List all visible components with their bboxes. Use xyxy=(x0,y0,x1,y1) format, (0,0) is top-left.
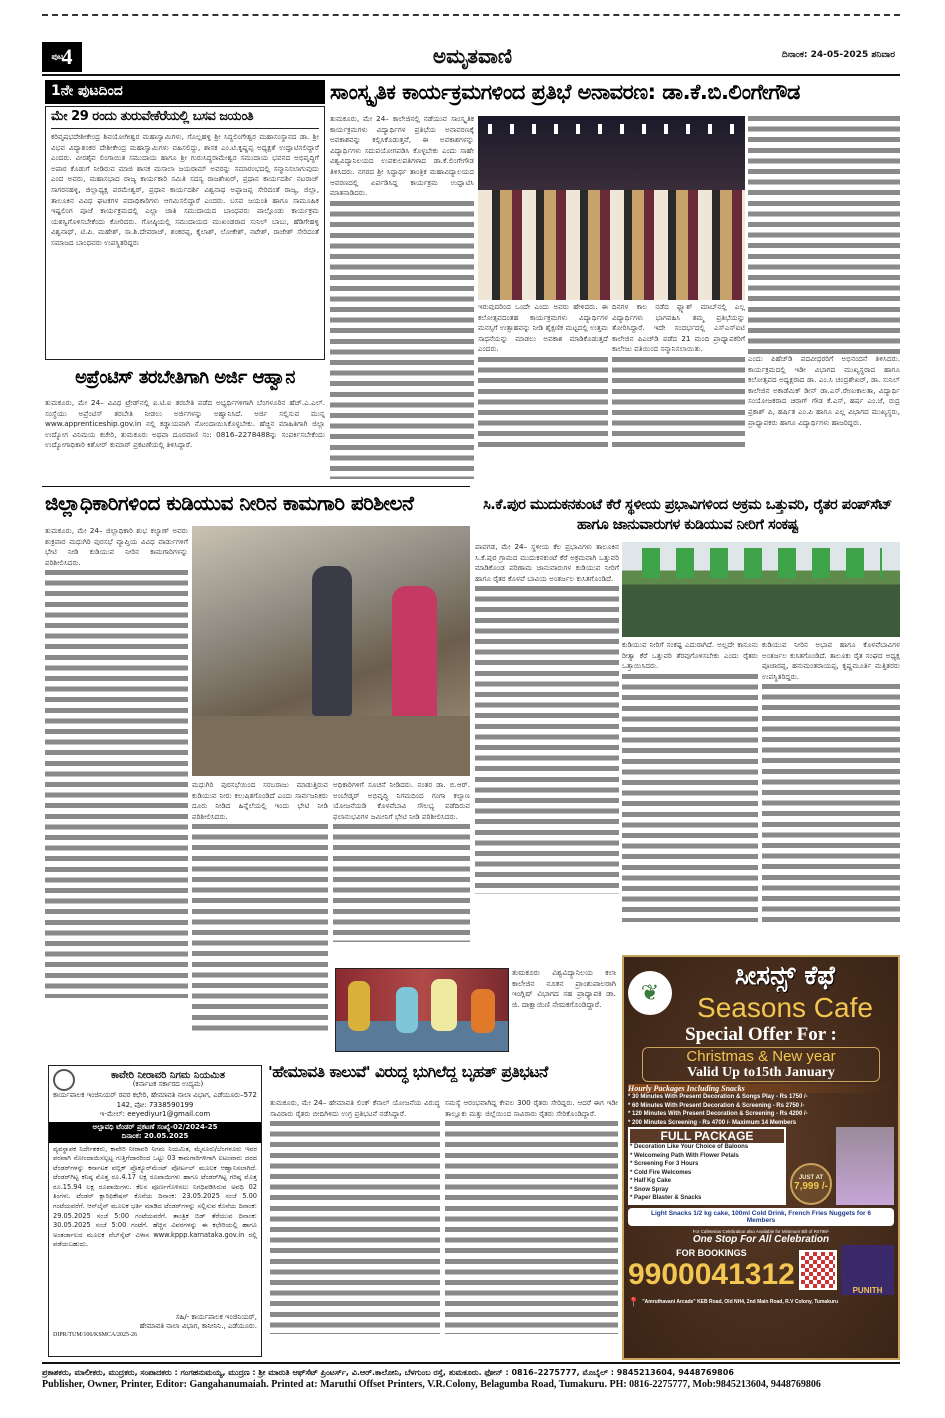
tender-email: ಇ-ಮೇಲ್: eeyediyur1@gmail.com xyxy=(99,1110,211,1118)
price-badge: JUST AT 7,999 /- xyxy=(790,1163,832,1205)
culture-col-1: ತುಮಕೂರು, ಮೇ 24– ಕಾಲೇಜಿನಲ್ಲಿ ನಡೆಯುವ ಸಾಂಸ್ಕೃತಿಕ ಕಾರ್ಯಕ್ರಮಗಳು ವಿದ್ಯಾರ್ಥಿಗಳ ಪ್ರತಿಭೆಯ ಅನಾವರಣಕ್ಕೆ ಅವಕಾಶವನ್ನು ಕಲ್ಪಿಸಿಕೊಡುತ್ತವೆ, ಈ ಅವಕಾಶಗಳನ್ನು ವಿದ್ಯಾರ್ಥಿಗಳು ಸದುಪಯೋಗಪಡಿಸಿ ಕೊಳ್ಳಬೇಕು ಎಂದು ಸಾಹೇ ವಿಶ್ವವಿದ್ಯಾನಿಲಯದ ಉಪಕುಲಪತಿಗಳಾದ ಡಾ.ಕೆ.ಲಿಂಗೇಗೌಡ ತಿಳಿಸಿದರು. ನಗರದ ಶ್ರೀ ಸಿದ್ಧಾರ್ಥ ತಾಂತ್ರಿಕ ಮಹಾವಿದ್ಯಾಲಯದ ಆವರಣದಲ್ಲಿ ಏರ್ಪಡಿಸಿದ್ದ ಕಾರ್ಯಕ್ರಮ ಉದ್ಘಾಟಿಸಿ ಮಾತನಾಡಿದರು. xyxy=(330,114,474,509)
photo-figure xyxy=(392,586,437,726)
farmers-protest-photo xyxy=(622,542,900,637)
encroach-headline: ಸಿ.ಕೆ.ಪುರ ಮುದುಕನಕುಂಟೆ ಕೆರೆ ಸ್ಥಳೀಯ ಪ್ರಭಾವಿಗಳಿಂದ ಅಕ್ರಮ ಒತ್ತುವರಿ, ರೈತರ ಪಂಪ್‌ಸೆಟ್ ಹಾಗೂ ಜಾನುವಾರುಗಳ ಕುಡಿಯುವ ನೀರಿಗೆ ಸಂಕಷ್ಟ xyxy=(483,497,892,533)
tree-logo-icon: ❦ xyxy=(628,971,672,1015)
package-item: * Half Kg Cake xyxy=(630,1178,672,1184)
package-item: * Screening For 3 Hours xyxy=(630,1161,699,1167)
page-number-box: ಪುಟ 4 xyxy=(42,42,82,72)
basava-body: ಕರಿವೃಷಭದೇಶೀಕೇಂದ್ರ ಶಿವಯೋಗೀಶ್ವರ ಮಹಾಸ್ವಾಮಿಗಳು, ಗೊಲ್ಲಹಳ್ಳಿ ಶ್ರೀ ಸಿದ್ಧಲಿಂಗೇಶ್ವರ ಮಹಾಸಂಸ್ಥಾನದ ಡಾ. ಶ್ರೀ ವಿಭವ ವಿದ್ಯಾಶಂಕರ ದೇಶೀಕೇಂದ್ರ ಮಹಾಸ್ವಾಮಿಗಳು ವಹಿಸಲಿದ್ದು, ಶಾಸಕ ಎಂ.ಟಿ.ಕೃಷ್ಣಪ್ಪ ಅಧ್ಯಕ್ಷತೆ ಉದ್ಘಾಟಿಸಲಿದ್ದಾರೆ ಎಂದರು. ವೀರಶೈವ ಲಿಂಗಾಯಿತ ಸಮುದಾಯ ಹಾಗೂ ಶ್ರೀ ಗುರುಸಿದ್ಧರಾಮೇಶ್ವರ ಸಮುದಾಯ ಭವನದ ಅಭಿವೃದ್ಧಿಗೆ ಅಪಾರ ಕೊಡುಗೆ ನೀಡಿರುವ ಮಾಜಿ ಶಾಸಕ ಮಸಾಲಾ ಜಯರಾಮ್ ಅವರನ್ನು ಸಮಾರಂಭದಲ್ಲಿ ಸನ್ಮಾನಿಸಲಾಗುವುದು ಎಂದ ಅವರು, ಮಹಾಸಭಾದ ರಾಜ್ಯ ಕಾರ್ಯಕಾರಿ ಸಮಿತಿ ಸದಸ್ಯ ರಾಜಶೇಖರ್, ಪ್ರಧಾನ ಕಾರ್ಯದರ್ಶಿ ನಟರಾಜ್ ಸಾಗರನಹಳ್ಳಿ, ಜಿಲ್ಲಾಧ್ಯಕ್ಷ ಪರಮೇಶ್ವರ್, ಪ್ರಧಾನ ಕಾರ್ಯದರ್ಶಿ ವಿಶ್ವನಾಥ ಅಪ್ಪಾಜಪ್ಪ ಸೇರಿದಂತೆ ರಾಜ್ಯ, ಜಿಲ್ಲಾ, ತಾಲೂಕಿನ ವಿವಿಧ ಘಟಕಗಳ ಪದಾಧಿಕಾರಿಗಳು ಆಗಮಿಸಲಿದ್ದಾರೆ ಎಂದರು. ಬಸವ ಜಯಂತಿ ಹಾಗೂ ಸಾಮೂಹಿಕ ಇಷ್ಟಲಿಂಗ ಪೂಜೆ ಕಾರ್ಯಕ್ರಮದಲ್ಲಿ ಎಲ್ಲಾ ಜಾತಿ ಸಮುದಾಯದ ಬಾಂಧವರು ಪಾಲ್ಗೊಂಡು ಕಾರ್ಯಕ್ರಮ ಯಶಸ್ವಿಗೊಳಿಸಬೇಕೆಂದು ಕೋರಿದರು. ಗೋಷ್ಠಿಯಲ್ಲಿ ಸಮುದಾಯದ ಮುಖಂಡರಾದ ಸುನಿಲ್ ಬಾಬು, ಹೆಡಿಗೇಹಳ್ಳಿ ವಿಶ್ವನಾಥ್, ಟಿ.ಪಿ. ಮಹೇಶ್, ಸಾ.ಶಿ.ದೇವರಾಜ್, ಶಂಕರಪ್ಪ, ಕೈಲಾಶ್, ಲೋಕೇಶ್, ನಟೇಶ್, ರಾಜೇಶ್ ಸೇರಿದಂತೆ ಸಮಾಜದ ಬಾಂಧವರು ಉಪಸ್ಥಿತರಿದ್ದರು xyxy=(51,131,319,247)
apprentice-headline: ಅಪ್ರೆಂಟಿಸ್ ತರಬೇತಿಗಾಗಿ ಅರ್ಜಿ ಆಹ್ವಾನ xyxy=(75,367,295,388)
top-dashed-rule xyxy=(42,14,900,16)
qr-code xyxy=(799,1250,837,1290)
tender-notice: ಕಾವೇರಿ ನೀರಾವರಿ ನಿಗಮ ನಿಯಮಿತ (ಕರ್ನಾಟಕ ಸರ್ಕಾರದ ಉದ್ಯಮ) ಕಾರ್ಯಪಾಲಕ ಇಂಜಿನಿಯರ್ ರವರ ಕಛೇರಿ, ಹೇಮಾವತಿ ನಾಲಾ ವಿಭಾಗ, ಎಡೆಯೂರು–572 142, ಪೋ: 7338590199 ಇ-ಮೇಲ್: eeyediyur1@gmail.com ಅಲ್ಪಾವಧಿ ಟೆಂಡರ್ ಪ್ರಕಟಣೆ ಸಂಖ್ಯೆ-02/2024-25 ದಿನಾಂಕ: 20.05.2025 ವ್ಯವಸ್ಥಾಪಕ ನಿರ್ದೇಶಕರು, ಕಾವೇರಿ ನೀರಾವರಿ ನಿಗಮ ನಿಯಮಿತ, ಮೈಸೂರು/ಬೆಂಗಳೂರು ಇವರ ಪರವಾಗಿ ನೋಂದಾಯಿಸಲ್ಪಟ್ಟ ಗುತ್ತಿಗೆದಾರರಿಂದ ಒಟ್ಟು 03 ಕಾಮಗಾರಿಗಳಿಗಾಗಿ ಐಟಂವಾರು ದರದ ಟೆಂಡರ್‌ಗಳನ್ನು ಕರ್ನಾಟಕ ಪಬ್ಲಿಕ್ ಪ್ರೊಕ್ಯೂರ್‌ಮೆಂಟ್ ಪೋರ್ಟಲ್ ಮೂಲಕ ಆಹ್ವಾನಿಸಲಾಗಿದೆ. ಟೆಂಡರ್‌ಗಿಟ್ಟ ಕನಿಷ್ಠ ಮೊತ್ತ ರೂ.4.17 ಲಕ್ಷ ರೂಪಾಯಿಗಳು ಹಾಗೂ ಟೆಂಡರ್‌ಗಿಟ್ಟ ಗರಿಷ್ಠ ಮೊತ್ತ ರೂ.15.94 ಲಕ್ಷ ರೂಪಾಯಿಗಳು. ಕೆಲಸ ಪೂರ್ಣಗೊಳಿಸಲು ನಿಗಧಿಪಡಿಸಿರುವ ಅವಧಿ 02 ತಿಂಗಳು. ಟೆಂಡರ್ ಕ್ಲಾರಿಫಿಕೇಷನ್ ಕೊನೆಯ ದಿನಾಂಕ: 23.05.2025 ಸಂಜೆ 5.00 ಗಂಟೆಯವರೆಗೆ. ಆನ್‌ಲೈನ್ ಮೂಲಕ ಭರ್ತಿ ಮಾಡಿದ ಟೆಂಡರ್‌ಗಳನ್ನು ಸಲ್ಲಿಸುವ ಕೊನೆಯ ದಿನಾಂಕ: 29.05.2025 ಸಂಜೆ 5:00 ಗಂಟೆಯವರೆಗೆ. ತಾಂತ್ರಿಕ ಬಿಡ್ ತೆರೆಯುವ ದಿನಾಂಕ: 30.05.2025 ಸಂಜೆ 5:00 ಗಂಟೆಗೆ. ಹೆಚ್ಚಿನ ವಿವರಗಳನ್ನು ಈ ಕಛೇರಿಯಲ್ಲಿ ಹಾಗೂ ಅಂತರ್ಜಾಲದ ಮೂಲಕ ವೆಬ್‌ಸೈಟ್ ವಿಳಾಸ www.kppp.karnataka.gov.in ರಲ್ಲಿ ಪಡೆಯಬಹುದು. ಸಹಿ/- ಕಾರ್ಯಪಾಲಕ ಇಂಜಿನಿಯರ್, ಹೇಮಾವತಿ ನಾಲಾ ವಿಭಾಗ, ಕಾನೀನಿನಿ., ಎಡೆಯೂರು. DIPR/TUM/106/KSMCA/2025-26 xyxy=(48,1065,262,1357)
kaveri-emblem-icon xyxy=(53,1069,75,1091)
footer-rule xyxy=(42,1362,900,1364)
encroach-col-3: ಕುಡಿಯುವ ನೀರಿನ ಅಭಾವ ಹಾಗೂ ಕೊಳವೆಬಾವಿಗಳ ಅಂತರ್ಜಲ ಕುಸಿತಗೊಂಡಿದೆ. ತಾಲೂಕು ರೈತ ಸಂಘದ ಅಧ್ಯಕ್ಷ ಪೂಜಾರಪ್ಪ, ಹನುಮಂತರಾಯಪ್ಪ, ಕೃಷ್ಣಮೂರ್ತಿ ಮತ್ತಿತರರು ಉಪಸ್ಥಿತರಿದ್ದರು. xyxy=(762,640,900,950)
package-item: * 200 Minutes Screening - Rs 4700 /- Maximum 14 Members xyxy=(628,1119,797,1126)
water-inspection-photo xyxy=(192,526,470,776)
culture-col-4: ಎಂದು ಪಿಹೆಚ್‌ಡಿ ಪದವೀಧರರಿಗೆ ಅಭಿನಂದನೆ ತಿಳಿಸಿದರು. ಕಾರ್ಯಕ್ರಮದಲ್ಲಿ ಇಡೀ ವಿಭಾಗದ ಮುಖ್ಯಸ್ಥರಾದ ಹಾಗೂ ಕಲೋತ್ಸವದ ಅಧ್ಯಕ್ಷರಾದ ಡಾ. ಎಂ.ಸಿ ಚಂದ್ರಶೇಖರ್, ಡಾ. ಸುನಿಲ್ ಕಾಲೇಜಿನ ಅಕಾಡೆಮಿಕ್ ಡೀನ್ ಡಾ.ಎಸ್.ರೇಣುಕಾಲತಾ, ವಿದ್ಯಾರ್ಥಿ ಸಂಯೋಜಕರಾದ ಚಿರಾಗ್ ಗೌಡ ಕೆ.ಎಸ್, ಹರ್ಷ ಎಂ.ಜೆ, ರುದ್ರ ಪ್ರಕಾಶ್ ಪಿ, ಹರ್ಷಿತ ಎಂ.ಪಿ ಹಾಗೂ ಎಲ್ಲ ವಿಭಾಗದ ಮುಖ್ಯಸ್ಥರು, ಪ್ರಾಧ್ಯಾಪಕರು ಹಾಗೂ ವಿದ್ಯಾರ್ಥಿಗಳು ಹಾಜರಿದ್ದರು. xyxy=(748,114,900,484)
package-item: * 30 Minutes With Present Decoration & Songs Play - Rs 1750 /- xyxy=(628,1094,808,1100)
ad-name: Seasons Cafe xyxy=(697,992,873,1023)
apprentice-body: ತುಮಕೂರು, ಮೇ 24– ವಿವಿಧ ಟ್ರೇಡ್‌ನಲ್ಲಿ ಐ.ಟಿ.ಐ ತರಬೇತಿ ಪಡೆದ ಅಭ್ಯರ್ಥಿಗಳಿಗಾಗಿ ಬೆಂಗಳೂರಿನ ಹೆಚ್.ಎ.ಎಲ್. ಸಂಸ್ಥೆಯು ಅಪ್ರೆಂಟಿಸ್ ತರಬೇತಿ ನೀಡಲು ಅರ್ಜಿಗಳನ್ನು ಅಹ್ವಾನಿಸಿದೆ. ಅರ್ಜಿ ಸಲ್ಲಿಸುವ ಮುನ್ನ www.apprenticeship.gov.in ನಲ್ಲಿ ಕಡ್ಡಾಯವಾಗಿ ನೋಂದಾಯಿಸಿಕೊಳ್ಳಬೇಕು. ಹೆಚ್ಚಿನ ಮಾಹಿತಿಗಾಗಿ ಜಿಲ್ಲಾ ಉದ್ಯೋಗ ವಿನಿಮಯ ಕಚೇರಿ, ತುಮಕೂರು ಅಥವಾ ದೂರವಾಣಿ ಸಂ: 0816–2278488ನ್ನು ಸಂಪರ್ಕಿಸಬೇಕೆಂದು ಉದ್ಯೋಗಾಧಿಕಾರಿ ಕಿಶೋರ್ ಕುಮಾರ್ ಪ್ರಕಟಣೆಯಲ್ಲಿ ತಿಳಿಸಿದ್ದಾರೆ. xyxy=(45,398,325,450)
continued-banner: 1ನೇ ಪುಟದಿಂದ xyxy=(45,80,325,104)
package-list xyxy=(628,1093,894,1127)
encroach-col-2: ಕುಡಿಯುವ ನೀರಿಗೆ ಸಂಕಷ್ಟ ಎದುರಾಗಿದೆ. ಅಲ್ಲದೇ ಕಾನೂನು ರೀತ್ಯಾ ಕೆರೆ ಒತ್ತುವರಿ ತೆರವುಗೊಳಿಸಬೇಕು ಎಂದು ರೈತರು ಒತ್ತಾಯಿಸಿದರು. xyxy=(622,640,758,950)
package-item: * Decoration Like Your Choice of Baloons xyxy=(630,1144,749,1150)
culture-col-3: ದಿನಗಳ ಕಾಲ ನಡೆದ ಫ್ಲ್ಯಾಶ್ ಮಾಬ್‌ನಲ್ಲಿ ಎಲ್ಲ ವಿದ್ಯಾರ್ಥಿಗಳು ಭಾಗವಹಿಸಿ ತಮ್ಮ ಪ್ರತಿಭೆಯನ್ನು ತೋರಿಸಿದ್ದಾರೆ. ಇದೇ ಸಂದರ್ಭದಲ್ಲಿ ಎಸ್‌ಎಸ್‌ಐಟಿ ಕಾಲೇಜಿನ ಪಿಎಚ್‌ಡಿ ಪಡೆದ 21 ಮಂದಿ ಪ್ರಾಧ್ಯಾಪಕರಿಗೆ ಕಾಲೇಜು ವತಿಯಿಂದ ಸನ್ಮಾನಿಸಲಾಯಿತು. xyxy=(612,302,745,482)
water-col-1: ತುಮಕೂರು, ಮೇ 24– ಜಿಲ್ಲಾಧಿಕಾರಿ ಶುಭ ಕಲ್ಯಾಣ್ ಅವರು ಶುಕ್ರವಾರ ಮಧುಗಿರಿ ಪುರಸಭೆ ವ್ಯಾಪ್ತಿಯ ವಿವಿಧ ವಾರ್ಡುಗಳಿಗೆ ಭೇಟಿ ನೀಡಿ ಕುಡಿಯುವ ನೀರಿನ ಕಾಮಗಾರಿಗಳನ್ನು ಪರಿಶೀಲಿಸಿದರು. xyxy=(45,526,188,1041)
photo-trench xyxy=(192,716,470,776)
seasons-cafe-ad: ❦ ಸೀಸನ್ಸ್ ಕೆಫೆ Seasons Cafe Special Offer For : Christmas & New year Valid Up to15th January Hourly Packages Including Snacks * 30 Minutes With Present Decoration & Songs Play - Rs 1750 /- * 60 Minutes With Present Decoration & Screening - Rs 2750 /- * 120 Minutes With Present Decoration & Screening - Rs 4200 /- * 200 Minutes Screening - Rs 4700 /- Maximum 14 Members FULL PACKAGE * Decoration Like Your Choice of Baloons * Welcomeing Path With Flower Petals * Screening For 3 Hours * Cold Fire Welcomes * Half Kg Cake * Snow Spray * Paper Blaster & Snacks JUST AT 7,999 /- Light Snacks 1/2 kg cake, 100ml Cold Drink, French Fries Nuggets for 6 Members For Cafeterias Celebration also Available for Minimum Bill of Rs799/- One Stop For All Celebration FOR BOOKINGS 9900041312 PUNITH 📍 "Amruthavani Arcade" KEB Road, Old NH4, 2nd Main Road, R.V Colony, Tumakuru xyxy=(622,955,900,1360)
water-headline: ಜಿಲ್ಲಾಧಿಕಾರಿಗಳಿಂದ ಕುಡಿಯುವ ನೀರಿನ ಕಾಮಗಾರಿ ಪರಿಶೀಲನೆ xyxy=(45,491,414,515)
ad-name-kannada: ಸೀಸನ್ಸ್ ಕೆಫೆ xyxy=(735,961,835,991)
issue-date: ದಿನಾಂಕ: 24-05-2025 ಶನಿವಾರ xyxy=(781,50,895,60)
booking-phone: 9900041312 xyxy=(628,1257,795,1291)
cultural-event-photo xyxy=(478,116,745,300)
package-item: * 120 Minutes With Present Decoration & Screening - Rs 4200 /- xyxy=(628,1111,808,1117)
principal-appointment-photo xyxy=(335,968,509,1052)
photo-group xyxy=(478,190,745,300)
stage-lights xyxy=(488,124,738,134)
basava-article xyxy=(45,106,325,360)
water-col-3: ಅಧಿಕಾರಿಗಳಿಗೆ ಸೂಚನೆ ನೀಡಿದರು. ನಂತರ ಡಾ. ಬಿ.ಆರ್. ಅಂಬೇಡ್ಕರ್ ಅಭಿವೃದ್ಧಿ ನಿಗಮದಿಂದ ಗಂಗಾ ಕಲ್ಯಾಣ ಯೋಜನೆಯಡಿ ಕೊಳವೆಬಾವಿ ಸೌಲಭ್ಯ ಪಡೆದಿರುವ ಫಲಾನುಭವಿಗಳ ಜಮೀನಿಗೆ ಭೇಟಿ ನೀಡಿ ಪರಿಶೀಲಿಸಿದರು. xyxy=(333,780,470,960)
green-flags xyxy=(642,548,882,578)
package-item: * Cold Fire Welcomes xyxy=(630,1169,692,1176)
imprint-footer: ಪ್ರಕಾಶಕರು, ಮಾಲೀಕರು, ಮುದ್ರಕರು, ಸಂಪಾದಕರು : ಗಂಗಹನುಮಯ್ಯ, ಮುದ್ರಣ : ಶ್ರೀ ಮಾರುತಿ ಆಫ್‌ಸೆಟ್ ಪ್ರಿಂಟರ್ಸ್, ವಿ.ಆರ್.ಕಾಲೋನಿ, ಬೆಳಗುಂಬ ರಸ್ತೆ, ತುಮಕೂರು. ಫೋನ್ : 0816–2275777, ಮೊಬೈಲ್ : 9845213604, 9448769806 Publisher, Owner, Printer, Editor: Gangahanumaiah. Printed at: Maruthi Offset Printers, V.R.Colony, Belagumba Road, Tumakuru. PH: 0816-2275777, Mob:9845213604, 9448769806 xyxy=(42,1368,821,1390)
package-item: * Welcomeing Path With Flower Petals xyxy=(630,1152,739,1159)
masthead: ಅಮೃತವಾಣಿ xyxy=(432,44,513,68)
tender-org: ಕಾವೇರಿ ನೀರಾವರಿ ನಿಗಮ ನಿಯಮಿತ xyxy=(110,1069,226,1081)
dipr-code: DIPR/TUM/106/KSMCA/2025-26 xyxy=(53,1331,138,1338)
package-item: * Paper Blaster & Snacks xyxy=(630,1195,702,1201)
basava-headline: ಮೇ 29 ರಂದು ತುರುವೇಕೆರೆಯಲ್ಲಿ ಬಸವ ಜಯಂತಿ xyxy=(51,110,319,129)
culture-col-2: ಇರುವುದರಿಂದ ಒಂದೇ ಎಂದು ಅವರು ಹೇಳಿದರು. ಈ ಕಲೋತ್ಸವದಂತಹ ಕಾರ್ಯಕ್ರಮಗಳು ವಿದ್ಯಾರ್ಥಿಗಳ ಮನಸ್ಸಿಗೆ ಉತ್ಸಾಹವನ್ನು ನೀಡಿ ಶೈಕ್ಷಣಿಕ ಮಟ್ಟದಲ್ಲಿ ಉತ್ತಮ ಸಾಧನೆಯನ್ನು ಮಾಡಲು ಅವಕಾಶ ಮಾಡಿಕೊಡುತ್ತದೆ ಎಂದರು. xyxy=(478,302,608,482)
decor-photo xyxy=(836,1127,894,1205)
package-item: * Snow Spray xyxy=(630,1186,669,1193)
full-package-list xyxy=(630,1143,784,1203)
page-number: 4 xyxy=(61,44,73,69)
principal-caption: ತುಮಕೂರು ವಿಶ್ವವಿದ್ಯಾನಿಲಯ ಕಲಾ ಕಾಲೇಜಿನ ನೂತನ ಪ್ರಾಂಶುಪಾಲರಾಗಿ ಇಂಗ್ಲಿಷ್ ವಿಭಾಗದ ಸಹ ಪ್ರಾಧ್ಯಾಪಕಿ ಡಾ. ಜಿ. ದಾಕ್ಷಾಯಿಣಿ ನೇಮಕಗೊಂಡಿದ್ದಾರೆ. xyxy=(512,968,616,1009)
culture-headline: ಸಾಂಸ್ಕೃತಿಕ ಕಾರ್ಯಕ್ರಮಗಳಿಂದ ಪ್ರತಿಭೆ ಅನಾವರಣ: ಡಾ.ಕೆ.ಬಿ.ಲಿಂಗೇಗೌಡ xyxy=(330,80,800,104)
water-col-2: ಮಧುಗಿರಿ ಪುರಸಭೆಯಿಂದ ಸರಬರಾಜು ಮಾಡುತ್ತಿರುವ ಕುಡಿಯುವ ನೀರು ಕಲುಷಿತಗೊಂಡಿದೆ ಎಂದು ಸಾರ್ವಜನಿಕರು ದೂರು ನೀಡಿದ ಹಿನ್ನೆಲೆಯಲ್ಲಿ ಇಂದು ಭೇಟಿ ನೀಡಿ ಪರಿಶೀಲಿಸಿದರು. xyxy=(192,780,328,1042)
photo-figure xyxy=(312,566,352,716)
location-pin-icon: 📍 xyxy=(628,1296,640,1307)
package-item: * 60 Minutes With Present Decoration & Screening - Rs 2750 /- xyxy=(628,1102,805,1109)
hemavathi-col-2: ಸಮಸ್ಯೆ ಆರಂಭವಾಗಿದ್ದ ಕೇವಲ 300 ರೈತರು ಸೇರಿದ್ದರು. ಆದರೆ ಈಗ ಇಡೀ ತಾಲ್ಲೂಕು ಮತ್ತು ಜಿಲ್ಲೆಯಿಂದ ಸಾವಿರಾರು ರೈತರು ಸೇರಿಕೊಂಡಿದ್ದಾರೆ. xyxy=(445,1098,618,1356)
decor-photo: PUNITH xyxy=(841,1245,894,1295)
hemavathi-headline: 'ಹೇಮಾವತಿ ಕಾಲುವೆ' ವಿರುದ್ಧ ಭುಗಿಲೆದ್ದ ಬೃಹತ್ ಪ್ರತಿಭಟನೆ xyxy=(268,1063,548,1081)
encroach-col-1: ಪಾವಗಡ, ಮೇ 24– ಸ್ಥಳೀಯ ಕೆಲ ಪ್ರಭಾವಿಗಳು ತಾಲೂಕಿನ ಸಿ.ಕೆ.ಪುರ ಗ್ರಾಮದ ಮುದುಕನಕುಂಟೆ ಕೆರೆ ಅಕ್ರಮವಾಗಿ ಒತ್ತುವರಿ ಮಾಡಿಕೊಂಡ ಪರಿಣಾಮ ಜಾನುವಾರುಗಳ ಕುಡಿಯುವ ನೀರಿಗೆ ಹಾಗೂ ರೈತರ ಕೊಳವೆ ಬಾವಿಯ ಅಂತರ್ಜಲ ಕುಸಿತಗೊಂಡಿದೆ. xyxy=(475,542,619,950)
header-rule xyxy=(42,74,900,76)
hemavathi-col-1: ತುಮಕೂರು, ಮೇ 24– ಹೇಮಾವತಿ ಲಿಂಕ್ ಕೆನಾಲ್ ಯೋಜನೆಯ ವಿರುದ್ಧ ಸಾವಿರಾರು ರೈತರು ಬೀದಿಗಿಳಿದು ಉಗ್ರ ಪ್ರತಿಭಟನೆ ನಡೆಸಿದ್ದಾರೆ. xyxy=(270,1098,440,1356)
